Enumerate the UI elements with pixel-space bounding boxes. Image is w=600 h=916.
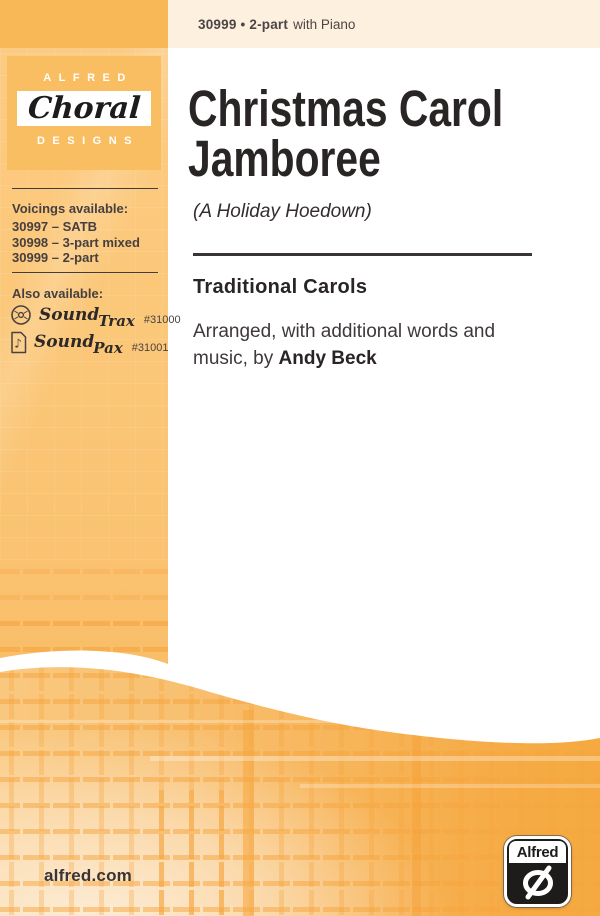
product-number: #31000: [143, 314, 181, 326]
product-number: #31001: [131, 341, 169, 354]
subtitle: (A Holiday Hoedown): [193, 201, 372, 222]
alfred-clef-mark-icon: [507, 864, 568, 900]
voicing-item: 30999 – 2-part: [12, 250, 99, 265]
title-line-1: Christmas Carol: [188, 80, 504, 137]
arranger-credit-prefix: music, by: [193, 348, 279, 369]
voicing-item: 30997 – SATB: [12, 219, 98, 234]
arranger-credit-line-1: Arranged, with additional words and: [193, 321, 496, 342]
sidebar-divider: [12, 188, 158, 189]
publisher-website: alfred.com: [44, 866, 132, 885]
voicings-list: [12, 219, 140, 266]
catalog-banner: [168, 0, 600, 48]
brand-top-text: ALFRED: [43, 72, 133, 84]
sidebar-divider: [12, 272, 158, 273]
product-name: Sound: [34, 332, 95, 352]
soundpax-product: [10, 331, 169, 357]
alfred-publisher-logo: [504, 836, 571, 907]
also-available-heading: Also available:: [12, 286, 104, 301]
arranger-credit-line-2: [193, 345, 495, 372]
svg-text:♪: ♪: [14, 336, 22, 351]
alfred-choral-designs-logo: [7, 56, 161, 170]
brand-script-strip: [17, 91, 151, 126]
title-line-2: Jamboree: [188, 130, 381, 187]
music-note-icon: [10, 331, 27, 354]
voicings-heading: Voicings available:: [12, 201, 129, 216]
catalog-number: 30999 • 2-part: [198, 16, 289, 32]
voicing-item: 30998 – 3-part mixed: [12, 234, 140, 250]
alfred-logo-wordmark-band: [509, 841, 566, 863]
sidebar: [0, 48, 181, 560]
product-name-tail: Pax: [93, 339, 123, 357]
topbar-accent-block: [0, 0, 168, 48]
page-title: [188, 80, 504, 187]
brand-bottom-text: DESIGNS: [36, 135, 139, 147]
product-name: Sound: [39, 304, 100, 325]
title-rule: [193, 253, 532, 256]
arranger-name: Andy Beck: [278, 348, 377, 369]
alfred-logo-wordmark: Alfred: [516, 843, 559, 861]
product-name-tail: Trax: [98, 311, 135, 330]
cd-icon: [10, 304, 32, 326]
catalog-instrumentation: with Piano: [293, 16, 356, 32]
brand-script-text: Choral: [26, 90, 142, 126]
soundtrax-product: [10, 304, 181, 330]
source-credit: Traditional Carols: [193, 276, 368, 298]
arranger-credit: [193, 318, 495, 372]
